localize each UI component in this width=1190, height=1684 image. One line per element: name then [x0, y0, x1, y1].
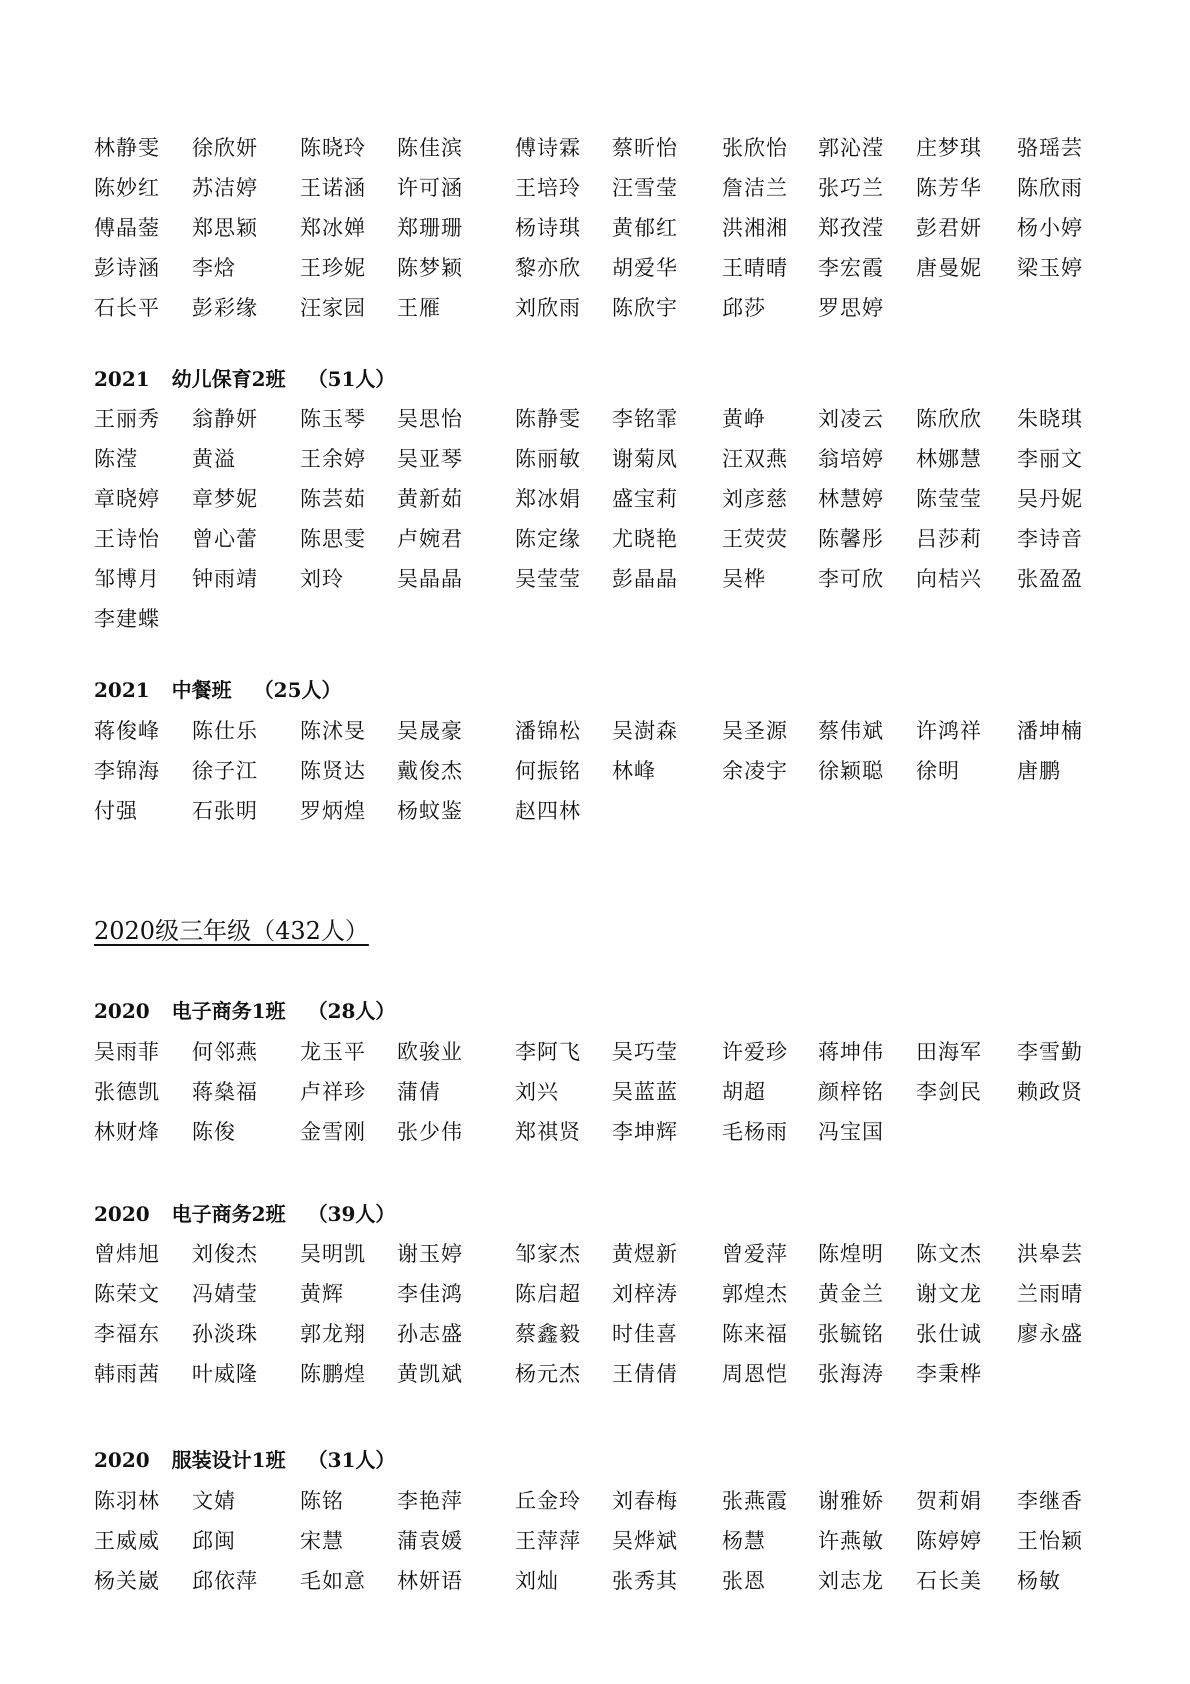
student-name: 丘金玲	[515, 1489, 581, 1513]
student-name: 李佳鸿	[397, 1282, 463, 1306]
student-name: 王荧荧	[722, 527, 788, 551]
student-name: 林娜慧	[916, 447, 982, 471]
student-name: 黄煜新	[612, 1242, 678, 1266]
student-name: 陈煌明	[818, 1242, 884, 1266]
student-name: 陈梦颖	[397, 256, 463, 280]
class-count: （39人）	[307, 1202, 396, 1226]
student-name: 陈沭旻	[300, 719, 366, 743]
student-name: 汪家园	[300, 296, 366, 320]
student-name: 郭龙翔	[300, 1322, 366, 1346]
student-name: 陈婷婷	[916, 1529, 982, 1553]
student-name: 李可欣	[818, 567, 884, 591]
class-year: 2021	[94, 678, 150, 702]
name-row	[0, 208, 1190, 248]
student-name: 张少伟	[397, 1120, 463, 1144]
student-name: 陈文杰	[916, 1242, 982, 1266]
name-row	[0, 1481, 1190, 1521]
name-row	[0, 559, 1190, 599]
student-name: 徐子江	[192, 759, 258, 783]
student-name: 吴桦	[722, 567, 766, 591]
student-name: 陈晓玲	[300, 136, 366, 160]
name-row	[0, 288, 1190, 328]
student-name: 吴蓝蓝	[612, 1080, 678, 1104]
student-name: 蒋俊峰	[94, 719, 160, 743]
student-name: 蒋坤伟	[818, 1040, 884, 1064]
student-name: 邱莎	[722, 296, 766, 320]
name-row	[0, 1234, 1190, 1274]
student-name: 骆瑶芸	[1017, 136, 1083, 160]
student-name: 陈俊	[192, 1120, 236, 1144]
student-name: 韩雨茜	[94, 1362, 160, 1386]
student-name: 张毓铭	[818, 1322, 884, 1346]
student-name: 谢菊凤	[612, 447, 678, 471]
student-name: 李福东	[94, 1322, 160, 1346]
student-name: 李焓	[192, 256, 236, 280]
student-name: 陈贤达	[300, 759, 366, 783]
student-name: 罗炳煌	[300, 799, 366, 823]
student-name: 陈丽敏	[515, 447, 581, 471]
student-name: 欧骏业	[397, 1040, 463, 1064]
student-name: 王余婷	[300, 447, 366, 471]
student-name: 李继香	[1017, 1489, 1083, 1513]
student-name: 郑冰娟	[515, 487, 581, 511]
student-name: 林妍语	[397, 1569, 463, 1593]
name-row	[0, 791, 1190, 831]
student-name: 王怡颖	[1017, 1529, 1083, 1553]
student-name: 陈欣雨	[1017, 176, 1083, 200]
student-name: 吴圣源	[722, 719, 788, 743]
student-name: 钟雨靖	[192, 567, 258, 591]
student-name: 何邻燕	[192, 1040, 258, 1064]
student-name: 杨敏	[1017, 1569, 1061, 1593]
student-name: 张海涛	[818, 1362, 884, 1386]
student-name: 陈滢	[94, 447, 138, 471]
student-name: 冯宝国	[818, 1120, 884, 1144]
student-name: 谢玉婷	[397, 1242, 463, 1266]
class-heading	[94, 996, 395, 1026]
student-name: 吴晟豪	[397, 719, 463, 743]
student-name: 吴亚琴	[397, 447, 463, 471]
student-name: 李剑民	[916, 1080, 982, 1104]
student-name: 兰雨晴	[1017, 1282, 1083, 1306]
student-name: 陈思雯	[300, 527, 366, 551]
student-name: 傅诗霖	[515, 136, 581, 160]
class-name: 服装设计1班	[171, 1448, 286, 1472]
student-name: 张德凯	[94, 1080, 160, 1104]
student-name: 戴俊杰	[397, 759, 463, 783]
student-name: 文婧	[192, 1489, 236, 1513]
name-row	[0, 439, 1190, 479]
student-name: 彭诗涵	[94, 256, 160, 280]
student-name: 曾炜旭	[94, 1242, 160, 1266]
student-name: 赖政贤	[1017, 1080, 1083, 1104]
student-name: 朱晓琪	[1017, 407, 1083, 431]
student-name: 吴思怡	[397, 407, 463, 431]
student-name: 田海军	[916, 1040, 982, 1064]
name-row	[0, 128, 1190, 168]
student-name: 杨诗琪	[515, 216, 581, 240]
student-name: 彭君妍	[916, 216, 982, 240]
student-name: 郑孜滢	[818, 216, 884, 240]
student-name: 王威威	[94, 1529, 160, 1553]
student-name: 徐欣妍	[192, 136, 258, 160]
student-name: 李铭霏	[612, 407, 678, 431]
student-name: 胡爱华	[612, 256, 678, 280]
class-year: 2020	[94, 1448, 150, 1472]
class-heading	[94, 1445, 395, 1475]
student-name: 廖永盛	[1017, 1322, 1083, 1346]
name-row	[0, 1521, 1190, 1561]
student-name: 苏洁婷	[192, 176, 258, 200]
student-name: 陈仕乐	[192, 719, 258, 743]
student-name: 蔡伟斌	[818, 719, 884, 743]
student-name: 吴烨斌	[612, 1529, 678, 1553]
student-name: 刘春梅	[612, 1489, 678, 1513]
student-name: 王诗怡	[94, 527, 160, 551]
student-name: 石张明	[192, 799, 258, 823]
student-name: 蒲倩	[397, 1080, 441, 1104]
class-count: （28人）	[307, 999, 396, 1023]
student-name: 邹博月	[94, 567, 160, 591]
student-name: 陈妙红	[94, 176, 160, 200]
student-name: 陈佳滨	[397, 136, 463, 160]
student-name: 许鸿祥	[916, 719, 982, 743]
student-name: 徐明	[916, 759, 960, 783]
student-name: 余凌宇	[722, 759, 788, 783]
student-name: 李建蝶	[94, 607, 160, 631]
student-name: 赵四林	[515, 799, 581, 823]
student-name: 毛如意	[300, 1569, 366, 1593]
student-name: 黄郁红	[612, 216, 678, 240]
student-name: 刘志龙	[818, 1569, 884, 1593]
class-heading	[94, 675, 342, 705]
student-name: 谢文龙	[916, 1282, 982, 1306]
name-row	[0, 1314, 1190, 1354]
student-name: 陈莹莹	[916, 487, 982, 511]
student-name: 毛杨雨	[722, 1120, 788, 1144]
name-row	[0, 599, 1190, 639]
student-name: 陈羽林	[94, 1489, 160, 1513]
student-name: 曾心蕾	[192, 527, 258, 551]
student-name: 刘灿	[515, 1569, 559, 1593]
student-name: 郭沁滢	[818, 136, 884, 160]
student-name: 邹家杰	[515, 1242, 581, 1266]
student-name: 张欣怡	[722, 136, 788, 160]
student-name: 张燕霞	[722, 1489, 788, 1513]
student-name: 杨蚊鉴	[397, 799, 463, 823]
student-name: 王晴晴	[722, 256, 788, 280]
student-name: 孙淡珠	[192, 1322, 258, 1346]
student-name: 付强	[94, 799, 138, 823]
student-name: 陈静雯	[515, 407, 581, 431]
student-name: 吴雨菲	[94, 1040, 160, 1064]
student-name: 刘俊杰	[192, 1242, 258, 1266]
student-name: 彭晶晶	[612, 567, 678, 591]
student-name: 潘锦松	[515, 719, 581, 743]
student-name: 吴明凯	[300, 1242, 366, 1266]
student-name: 许爱珍	[722, 1040, 788, 1064]
student-name: 章梦妮	[192, 487, 258, 511]
student-name: 郭煌杰	[722, 1282, 788, 1306]
student-name: 李坤辉	[612, 1120, 678, 1144]
student-name: 冯婧莹	[192, 1282, 258, 1306]
student-name: 林峰	[612, 759, 656, 783]
student-name: 陈来福	[722, 1322, 788, 1346]
student-name: 贺莉娟	[916, 1489, 982, 1513]
student-name: 王诺涵	[300, 176, 366, 200]
student-name: 颜梓铭	[818, 1080, 884, 1104]
student-name: 李雪勤	[1017, 1040, 1083, 1064]
student-name: 汪雪莹	[612, 176, 678, 200]
student-name: 林静雯	[94, 136, 160, 160]
student-name: 林慧婷	[818, 487, 884, 511]
student-name: 邱闽	[192, 1529, 236, 1553]
name-row	[0, 399, 1190, 439]
student-name: 陈启超	[515, 1282, 581, 1306]
student-name: 蔡鑫毅	[515, 1322, 581, 1346]
student-name: 章晓婷	[94, 487, 160, 511]
class-heading	[94, 1199, 395, 1229]
name-row	[0, 248, 1190, 288]
grade-heading: 2020级三年级（432人）	[94, 917, 369, 945]
student-name: 刘梓涛	[612, 1282, 678, 1306]
name-row	[0, 711, 1190, 751]
student-name: 卢祥珍	[300, 1080, 366, 1104]
student-name: 杨关崴	[94, 1569, 160, 1593]
student-name: 洪皋芸	[1017, 1242, 1083, 1266]
student-name: 陈铭	[300, 1489, 344, 1513]
student-name: 孙志盛	[397, 1322, 463, 1346]
student-name: 王珍妮	[300, 256, 366, 280]
student-name: 刘兴	[515, 1080, 559, 1104]
name-row	[0, 1032, 1190, 1072]
class-heading	[94, 364, 395, 394]
student-name: 罗思婷	[818, 296, 884, 320]
student-name: 金雪刚	[300, 1120, 366, 1144]
student-name: 吴丹妮	[1017, 487, 1083, 511]
student-name: 何振铭	[515, 759, 581, 783]
class-name: 中餐班	[171, 678, 232, 702]
student-name: 黄溢	[192, 447, 236, 471]
student-name: 蒋燊福	[192, 1080, 258, 1104]
student-name: 唐曼妮	[916, 256, 982, 280]
student-name: 李丽文	[1017, 447, 1083, 471]
student-name: 石长美	[916, 1569, 982, 1593]
student-name: 张盈盈	[1017, 567, 1083, 591]
student-name: 杨小婷	[1017, 216, 1083, 240]
student-name: 林财烽	[94, 1120, 160, 1144]
student-name: 陈馨彤	[818, 527, 884, 551]
student-name: 刘彦慈	[722, 487, 788, 511]
student-name: 吴巧莹	[612, 1040, 678, 1064]
student-name: 王倩倩	[612, 1362, 678, 1386]
student-name: 张仕诚	[916, 1322, 982, 1346]
student-name: 吴晶晶	[397, 567, 463, 591]
student-name: 吴澍森	[612, 719, 678, 743]
student-name: 龙玉平	[300, 1040, 366, 1064]
student-name: 陈欣欣	[916, 407, 982, 431]
student-name: 王雁	[397, 296, 441, 320]
student-name: 曾爱萍	[722, 1242, 788, 1266]
student-name: 洪湘湘	[722, 216, 788, 240]
class-year: 2020	[94, 1202, 150, 1226]
student-name: 盛宝莉	[612, 487, 678, 511]
student-name: 陈荣文	[94, 1282, 160, 1306]
student-name: 陈芸茹	[300, 487, 366, 511]
student-name: 郑思颖	[192, 216, 258, 240]
student-name: 李锦海	[94, 759, 160, 783]
student-name: 蔡昕怡	[612, 136, 678, 160]
student-name: 杨慧	[722, 1529, 766, 1553]
student-name: 张巧兰	[818, 176, 884, 200]
name-row	[0, 479, 1190, 519]
student-name: 陈定缘	[515, 527, 581, 551]
student-name: 彭彩缘	[192, 296, 258, 320]
student-name: 陈鹏煌	[300, 1362, 366, 1386]
student-name: 石长平	[94, 296, 160, 320]
class-count: （25人）	[253, 678, 342, 702]
name-row	[0, 1274, 1190, 1314]
student-name: 许可涵	[397, 176, 463, 200]
student-name: 卢婉君	[397, 527, 463, 551]
name-row	[0, 751, 1190, 791]
class-name: 电子商务1班	[171, 999, 286, 1023]
student-name: 庄梦琪	[916, 136, 982, 160]
student-name: 吕莎莉	[916, 527, 982, 551]
student-name: 宋慧	[300, 1529, 344, 1553]
student-name: 尤晓艳	[612, 527, 678, 551]
student-name: 许燕敏	[818, 1529, 884, 1553]
name-row	[0, 519, 1190, 559]
student-name: 李艳萍	[397, 1489, 463, 1513]
student-name: 黄峥	[722, 407, 766, 431]
student-name: 唐鹏	[1017, 759, 1061, 783]
student-name: 傅晶蓥	[94, 216, 160, 240]
student-name: 蒲袁媛	[397, 1529, 463, 1553]
student-name: 陈玉琴	[300, 407, 366, 431]
student-name: 陈欣宇	[612, 296, 678, 320]
student-name: 陈芳华	[916, 176, 982, 200]
class-year: 2021	[94, 367, 150, 391]
student-name: 刘玲	[300, 567, 344, 591]
class-count: （31人）	[307, 1448, 396, 1472]
student-name: 梁玉婷	[1017, 256, 1083, 280]
student-name: 汪双燕	[722, 447, 788, 471]
student-name: 郑祺贤	[515, 1120, 581, 1144]
student-name: 谢雅娇	[818, 1489, 884, 1513]
student-name: 王丽秀	[94, 407, 160, 431]
student-name: 潘坤楠	[1017, 719, 1083, 743]
class-name: 电子商务2班	[171, 1202, 286, 1226]
student-name: 王培玲	[515, 176, 581, 200]
student-name: 黎亦欣	[515, 256, 581, 280]
student-name: 杨元杰	[515, 1362, 581, 1386]
student-name: 黄辉	[300, 1282, 344, 1306]
student-name: 黄凯斌	[397, 1362, 463, 1386]
student-name: 郑珊珊	[397, 216, 463, 240]
student-name: 刘凌云	[818, 407, 884, 431]
student-name: 王萍萍	[515, 1529, 581, 1553]
student-name: 时佳喜	[612, 1322, 678, 1346]
student-name: 黄金兰	[818, 1282, 884, 1306]
student-name: 叶威隆	[192, 1362, 258, 1386]
name-row	[0, 168, 1190, 208]
student-name: 周恩恺	[722, 1362, 788, 1386]
name-row	[0, 1354, 1190, 1394]
student-name: 黄新茹	[397, 487, 463, 511]
student-name: 向桔兴	[916, 567, 982, 591]
student-name: 张秀其	[612, 1569, 678, 1593]
student-name: 徐颖聪	[818, 759, 884, 783]
class-year: 2020	[94, 999, 150, 1023]
student-name: 张恩	[722, 1569, 766, 1593]
student-name: 翁培婷	[818, 447, 884, 471]
student-name: 詹洁兰	[722, 176, 788, 200]
student-name: 吴莹莹	[515, 567, 581, 591]
student-name: 翁静妍	[192, 407, 258, 431]
class-count: （51人）	[307, 367, 396, 391]
name-row	[0, 1561, 1190, 1601]
student-name: 邱依萍	[192, 1569, 258, 1593]
student-name: 李宏霞	[818, 256, 884, 280]
class-name: 幼儿保育2班	[171, 367, 286, 391]
name-row	[0, 1072, 1190, 1112]
student-name: 李诗音	[1017, 527, 1083, 551]
name-row	[0, 1112, 1190, 1152]
student-name: 郑冰婵	[300, 216, 366, 240]
student-name: 胡超	[722, 1080, 766, 1104]
student-name: 刘欣雨	[515, 296, 581, 320]
student-name: 李秉桦	[916, 1362, 982, 1386]
student-name: 李阿飞	[515, 1040, 581, 1064]
